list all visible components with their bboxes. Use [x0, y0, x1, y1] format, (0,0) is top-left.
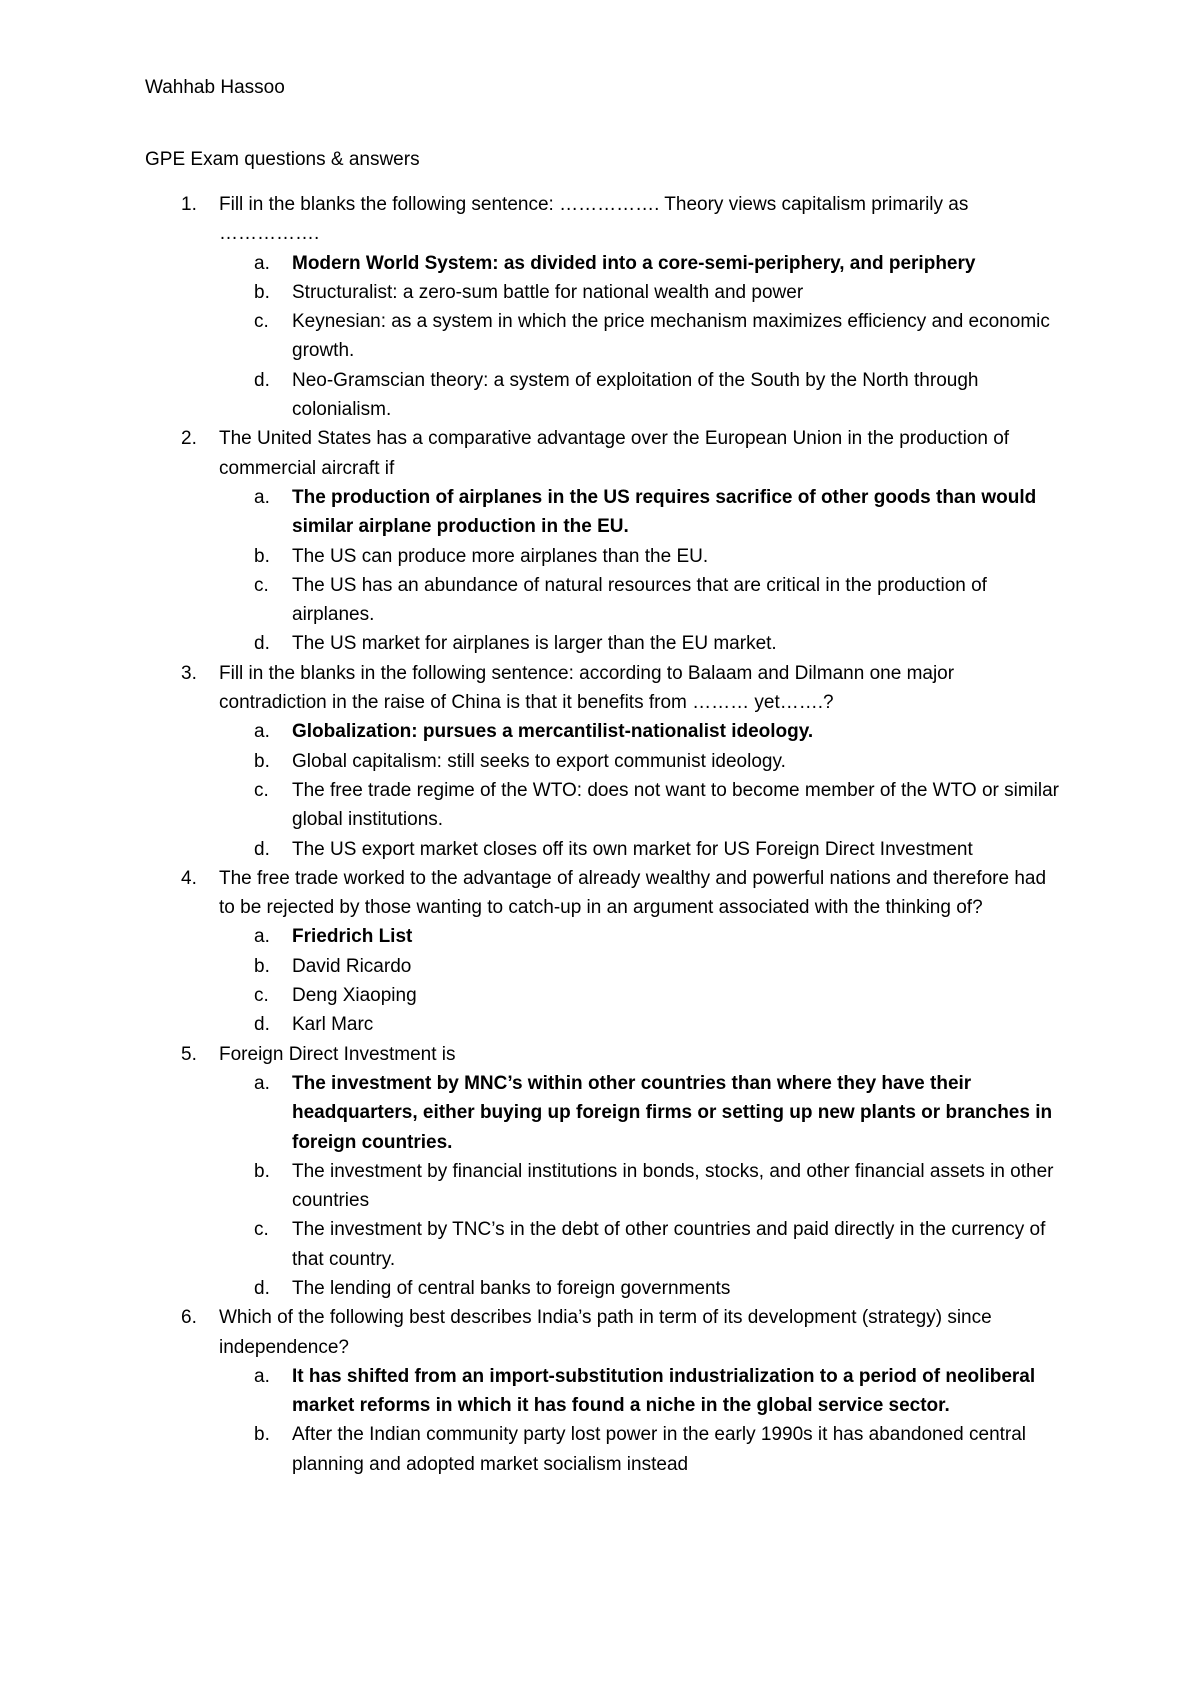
question-item [145, 1303, 1065, 1479]
answer-options [219, 483, 1065, 659]
option-text: The US export market closes off its own market for US Foreign Direct Investment [292, 838, 973, 860]
answer-option [219, 981, 1065, 1010]
question-item [145, 190, 1065, 424]
question-item [145, 424, 1065, 658]
option-text: Globalization: pursues a mercantilist-nationalist ideology. [292, 721, 814, 743]
answer-option [219, 278, 1065, 307]
option-text: The production of airplanes in the US requires sacrifice of other goods than would similar airplane production in the EU. [292, 486, 1037, 538]
option-letter: c. [254, 311, 269, 333]
option-text: Neo-Gramscian theory: a system of exploitation of the South by the North through colonialism. [292, 369, 979, 421]
correct-answer-option [219, 922, 1065, 951]
option-text: The investment by TNC’s in the debt of other countries and paid directly in the currency of that country. [292, 1219, 1046, 1270]
option-text: It has shifted from an import-substitution industrialization to a period of neoliberal market reforms in which it has found a niche in the global service sector. [292, 1365, 1036, 1417]
answer-option [219, 1274, 1065, 1303]
option-text: Global capitalism: still seeks to export communist ideology. [292, 750, 786, 772]
option-letter: b. [254, 545, 270, 567]
option-letter: c. [254, 779, 269, 801]
option-letter: d. [254, 1277, 270, 1299]
correct-answer-option [219, 1362, 1065, 1421]
document-title: GPE Exam questions & answers [145, 149, 420, 170]
option-letter: c. [254, 1219, 269, 1241]
option-text: The free trade regime of the WTO: does not want to become member of the WTO or similar global institutions. [292, 779, 1059, 831]
option-text: Friedrich List [292, 926, 413, 948]
answer-option [219, 1215, 1065, 1274]
answer-option [219, 835, 1065, 864]
answer-option [219, 952, 1065, 981]
question-number: 4. [181, 867, 197, 889]
option-letter: b. [254, 955, 270, 977]
question-number: 6. [181, 1307, 197, 1329]
question-list [145, 190, 1065, 1479]
option-letter: d. [254, 1014, 270, 1036]
answer-option [219, 542, 1065, 571]
question-number: 2. [181, 428, 197, 450]
question-text: The free trade worked to the advantage of already wealthy and powerful nations and therefore had to be rejected by those wanting to catch-up in an argument associated with the thinking of? [219, 867, 1047, 919]
option-letter: c. [254, 574, 269, 596]
answer-option [219, 747, 1065, 776]
answer-option [219, 1157, 1065, 1216]
answer-option [219, 1420, 1065, 1479]
option-letter: c. [254, 985, 269, 1007]
question-text: Foreign Direct Investment is [219, 1043, 456, 1065]
question-item [145, 1040, 1065, 1304]
option-letter: d. [254, 633, 270, 655]
answer-option [219, 307, 1065, 366]
question-text: Which of the following best describes India’s path in term of its development (strategy) since independence? [219, 1307, 992, 1358]
answer-option [219, 629, 1065, 658]
option-letter: b. [254, 750, 270, 772]
question-item [145, 864, 1065, 1040]
correct-answer-option [219, 249, 1065, 278]
question-number: 1. [181, 194, 197, 215]
option-text: Keynesian: as a system in which the price mechanism maximizes efficiency and economic growth. [292, 311, 1050, 362]
answer-options [219, 1362, 1065, 1479]
option-letter: a. [254, 926, 270, 948]
answer-options [219, 249, 1065, 425]
option-text: David Ricardo [292, 955, 412, 977]
option-letter: d. [254, 369, 270, 391]
option-letter: a. [254, 1072, 270, 1094]
option-letter: b. [254, 1160, 270, 1182]
question-text: The United States has a comparative advantage over the European Union in the production of commercial aircraft if [219, 428, 1010, 479]
answer-option [219, 571, 1065, 630]
option-text: After the Indian community party lost power in the early 1990s it has abandoned central planning and adopted market socialism instead [292, 1424, 1027, 1475]
answer-option [219, 366, 1065, 425]
option-text: The investment by financial institutions in bonds, stocks, and other financial assets in other countries [292, 1160, 1054, 1212]
option-letter: b. [254, 281, 270, 303]
option-letter: a. [254, 486, 270, 508]
correct-answer-option [219, 1069, 1065, 1157]
answer-options [219, 1069, 1065, 1303]
question-text: Fill in the blanks in the following sentence: according to Balaam and Dilmann one major contradiction in the raise of China is that it benefits from ……… yet…….? [219, 662, 955, 714]
question-number: 5. [181, 1043, 197, 1065]
author-name: Wahhab Hassoo [145, 77, 285, 98]
answer-options [219, 922, 1065, 1039]
question-number: 3. [181, 662, 197, 684]
option-text: Structuralist: a zero-sum battle for national wealth and power [292, 281, 804, 303]
option-text: The lending of central banks to foreign governments [292, 1277, 731, 1299]
question-item [145, 659, 1065, 864]
option-letter: b. [254, 1424, 270, 1446]
correct-answer-option [219, 483, 1065, 542]
answer-options [219, 717, 1065, 863]
question-text: Fill in the blanks the following sentence: ……………. Theory views capitalism primarily as ……………. [219, 194, 969, 245]
answer-option [219, 1010, 1065, 1039]
option-text: The US market for airplanes is larger than the EU market. [292, 633, 777, 655]
option-text: Karl Marc [292, 1014, 374, 1036]
option-text: The investment by MNC’s within other countries than where they have their headquarters, either buying up foreign firms or setting up new plants or branches in foreign countries. [292, 1072, 1053, 1153]
correct-answer-option [219, 717, 1065, 746]
option-text: The US can produce more airplanes than the EU. [292, 545, 709, 567]
option-letter: d. [254, 838, 270, 860]
answer-option [219, 776, 1065, 835]
option-letter: a. [254, 252, 270, 274]
option-letter: a. [254, 1365, 270, 1387]
option-letter: a. [254, 721, 270, 743]
option-text: Deng Xiaoping [292, 985, 417, 1007]
option-text: The US has an abundance of natural resources that are critical in the production of airplanes. [292, 574, 987, 626]
option-text: Modern World System: as divided into a core-semi-periphery, and periphery [292, 252, 976, 274]
